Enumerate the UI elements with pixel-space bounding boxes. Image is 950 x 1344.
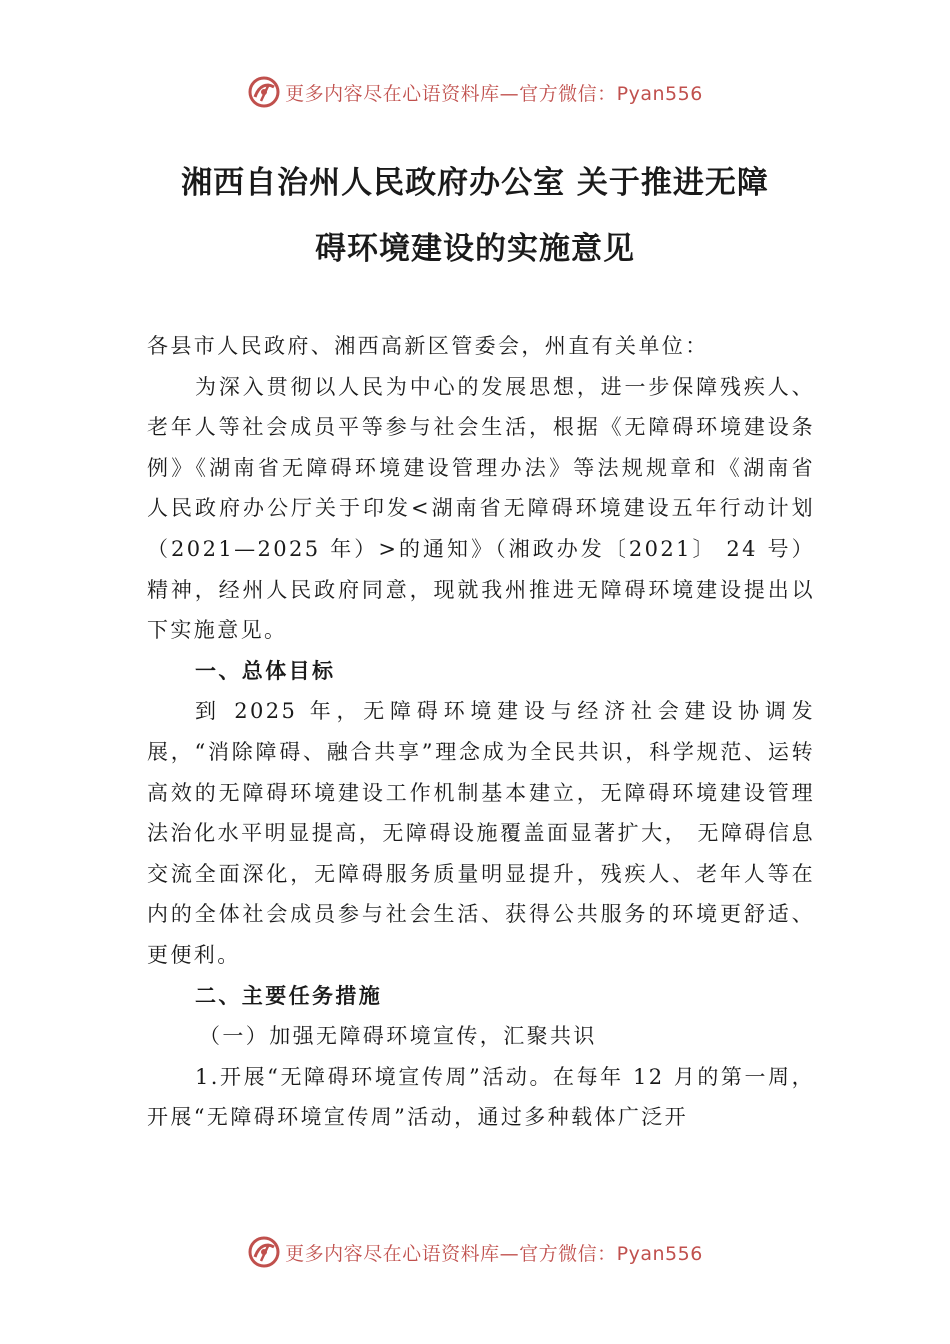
header-watermark (0, 72, 950, 112)
watermark-text: 更多内容尽在心语资料库—官方微信：Pyan556 (285, 1242, 703, 1265)
watermark-text: 更多内容尽在心语资料库—官方微信：Pyan556 (285, 82, 703, 105)
subsection-1-heading: （一）加强无障碍环境宣传，汇聚共识 (199, 1024, 597, 1049)
footer-watermark (0, 1232, 950, 1272)
document-title (100, 150, 850, 282)
document-body (147, 326, 815, 1138)
item-1-paragraph: 1.开展“无障碍环境宣传周”活动。在每年 12 月的第一周，开展“无障碍环境宣传周”活动，通过多种载体广泛开 (147, 1064, 815, 1130)
title-line-2: 碍环境建设的实施意见 (315, 231, 635, 267)
section-1-paragraph: 到 2025 年，无障碍环境建设与经济社会建设协调发展，“消除障碍、融合共享”理念成为全民共识，科学规范、运转高效的无障碍环境建设工作机制基本建立，无障碍环境建设管理法治化水平明显提高，无障碍设施覆盖面显著扩大， 无障碍信息交流全面深化，无障碍服务质量明显提升，残疾人、老年人等在内的全体社会成员参与社会生活、获得公共服务的环境更舒适、更便利。 (147, 699, 815, 967)
section-1-heading: 一、总体目标 (195, 658, 336, 683)
intro-paragraph: 为深入贯彻以人民为中心的发展思想，进一步保障残疾人、老年人等社会成员平等参与社会生活，根据《无障碍环境建设条例》《湖南省无障碍环境建设管理办法》等法规规章和《湖南省人民政府办公厅关于印发<湖南省无障碍环境建设五年行动计划（2021—2025 年）>的通知》（湘政办发〔2021〕 24 号）精神，经州人民政府同意，现就我州推进无障碍环境建设提出以下实施意见。 (147, 374, 815, 643)
section-2-heading: 二、主要任务措施 (195, 983, 383, 1008)
title-line-1: 湘西自治州人民政府办公室 关于推进无障 (181, 165, 769, 201)
salutation: 各县市人民政府、湘西高新区管委会，州直有关单位： (147, 334, 709, 358)
logo-icon (247, 75, 281, 109)
logo-icon (247, 1235, 281, 1269)
